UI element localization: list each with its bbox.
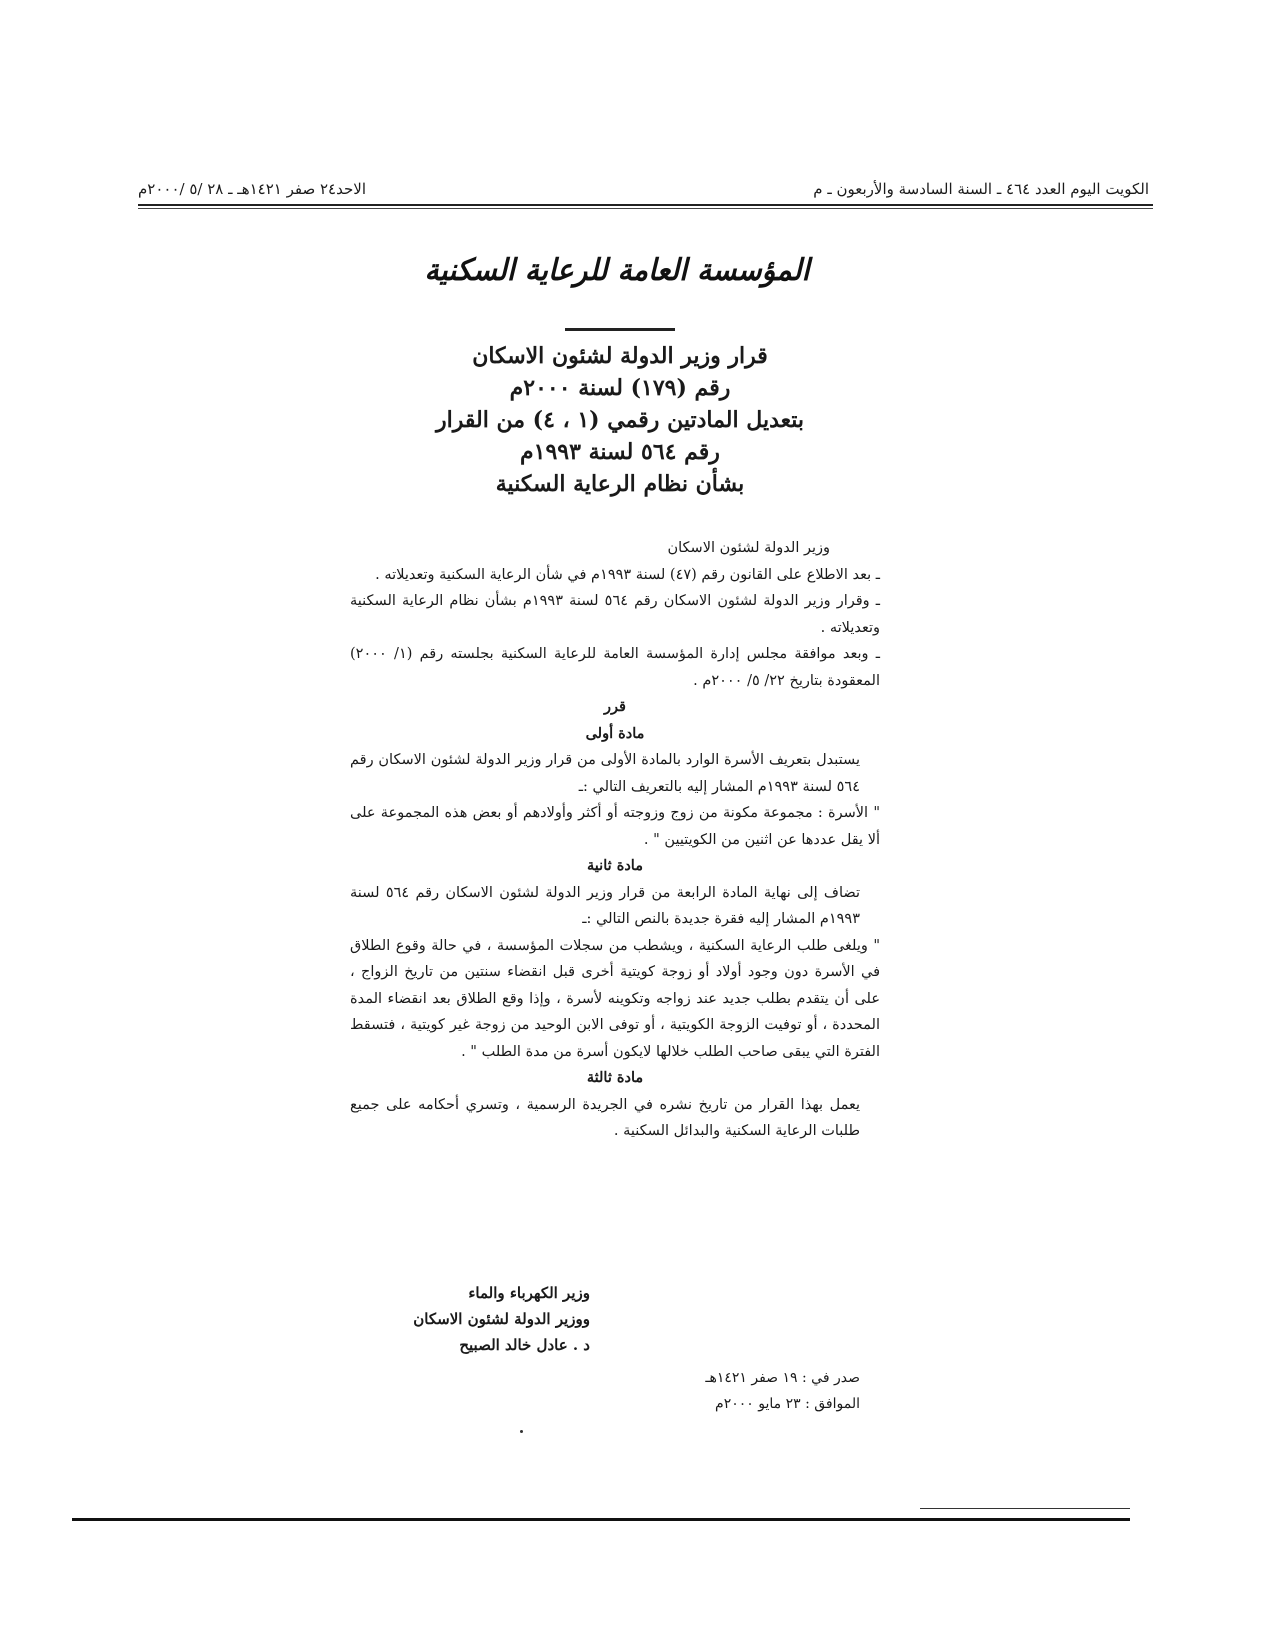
logo-underline — [565, 328, 675, 331]
title-line-2: رقم (١٧٩) لسنة ٢٠٠٠م — [509, 375, 731, 401]
signature-line-2: ووزير الدولة لشئون الاسكان — [413, 1310, 590, 1328]
article-1-title: مادة أولى — [585, 724, 645, 742]
article-1-text: يستبدل بتعريف الأسرة الوارد بالمادة الأولى من قرار وزير الدولة لشئون الاسكان رقم ٥٦٤ لسنة ١٩٩٣م المشار إليه بالتعريف التالي :ـ — [350, 752, 860, 795]
header-rule — [138, 204, 1153, 206]
logo-text: المؤسسة العامة للرعاية السكنية — [424, 253, 813, 288]
header-date: الاحد٢٤ صفر ١٤٢١هـ ـ ٢٨ /٥ /٢٠٠٠م — [138, 180, 366, 198]
issue-date-block — [650, 1365, 860, 1417]
preamble-2: ـ وقرار وزير الدولة لشئون الاسكان رقم ٥٦٤ لسنة ١٩٩٣م بشأن نظام الرعاية السكنية وتعديلاته . — [350, 593, 880, 636]
signature-name: د . عادل خالد الصبيح — [459, 1336, 590, 1354]
issued-gregorian: الموافق : ٢٣ مايو ٢٠٠٠م — [715, 1396, 860, 1412]
decided-heading: قرر — [604, 698, 626, 715]
preamble-1: ـ بعد الاطلاع على القانون رقم (٤٧) لسنة ١٩٩٣م في شأن الرعاية السكنية وتعديلاته . — [375, 566, 880, 583]
title-line-5: بشأن نظام الرعاية السكنية — [495, 471, 745, 497]
header-rule-thin — [138, 208, 1153, 209]
title-line-4: رقم ٥٦٤ لسنة ١٩٩٣م — [520, 439, 720, 465]
issued-hijri: صدر في : ١٩ صفر ١٤٢١هـ — [705, 1370, 860, 1386]
article-1-definition: " الأسرة : مجموعة مكونة من زوج وزوجته أو أكثر وأولادهم أو بعض هذه المجموعة على ألا يقل عددها عن اثنين من الكويتيين " . — [350, 805, 880, 848]
article-2-clause: " ويلغى طلب الرعاية السكنية ، ويشطب من سجلات المؤسسة ، في حالة وقوع الطلاق في الأسرة دون وجود أولاد أو زوجة كويتية أخرى قبل انقضاء سنتين من تاريخ الزواج ، على أن يتقدم بطلب جديد عند زواجه وتكوينه لأسرة ، وإذا وقع الطلاق بعد انقضاء المدة المحددة ، أو توفيت الزوجة الكويتية ، أو توفى الابن الوحيد من زوجة غير كويتية ، فتسقط الفترة التي يبقى صاحب الطلب خلالها لايكون أسرة من مدة الطلب " . — [350, 937, 880, 1060]
signature-block — [360, 1280, 590, 1358]
preamble-3: ـ وبعد موافقة مجلس إدارة المؤسسة العامة للرعاية السكنية بجلسته رقم (١/ ٢٠٠٠) المعقودة بتاريخ ٢٢/ ٥/ ٢٠٠٠م . — [350, 646, 880, 689]
article-3-title: مادة ثالثة — [586, 1069, 644, 1086]
body-intro: وزير الدولة لشئون الاسكان — [667, 540, 830, 556]
scan-speck — [520, 1430, 523, 1433]
signature-line-1: وزير الكهرباء والماء — [468, 1284, 590, 1302]
article-2-title: مادة ثانية — [587, 857, 643, 874]
title-line-1: قرار وزير الدولة لشئون الاسكان — [472, 343, 768, 369]
title-line-3: بتعديل المادتين رقمي (١ ، ٤) من القرار — [436, 407, 804, 433]
calligraphy-logo — [420, 228, 815, 308]
decision-body — [350, 535, 880, 1145]
footer-rule — [72, 1518, 1130, 1521]
decision-title — [380, 340, 860, 500]
header-issue: الكويت اليوم العدد ٤٦٤ ـ السنة السادسة والأربعون ـ م — [813, 180, 1149, 198]
article-2-text: تضاف إلى نهاية المادة الرابعة من قرار وزير الدولة لشئون الاسكان رقم ٥٦٤ لسنة ١٩٩٣م المشار إليه فقرة جديدة بالنص التالي :ـ — [350, 884, 860, 927]
footer-rule-thin — [920, 1508, 1130, 1509]
article-3-text: يعمل بهذا القرار من تاريخ نشره في الجريدة الرسمية ، وتسري أحكامه على جميع طلبات الرعاية السكنية والبدائل السكنية . — [350, 1096, 860, 1139]
